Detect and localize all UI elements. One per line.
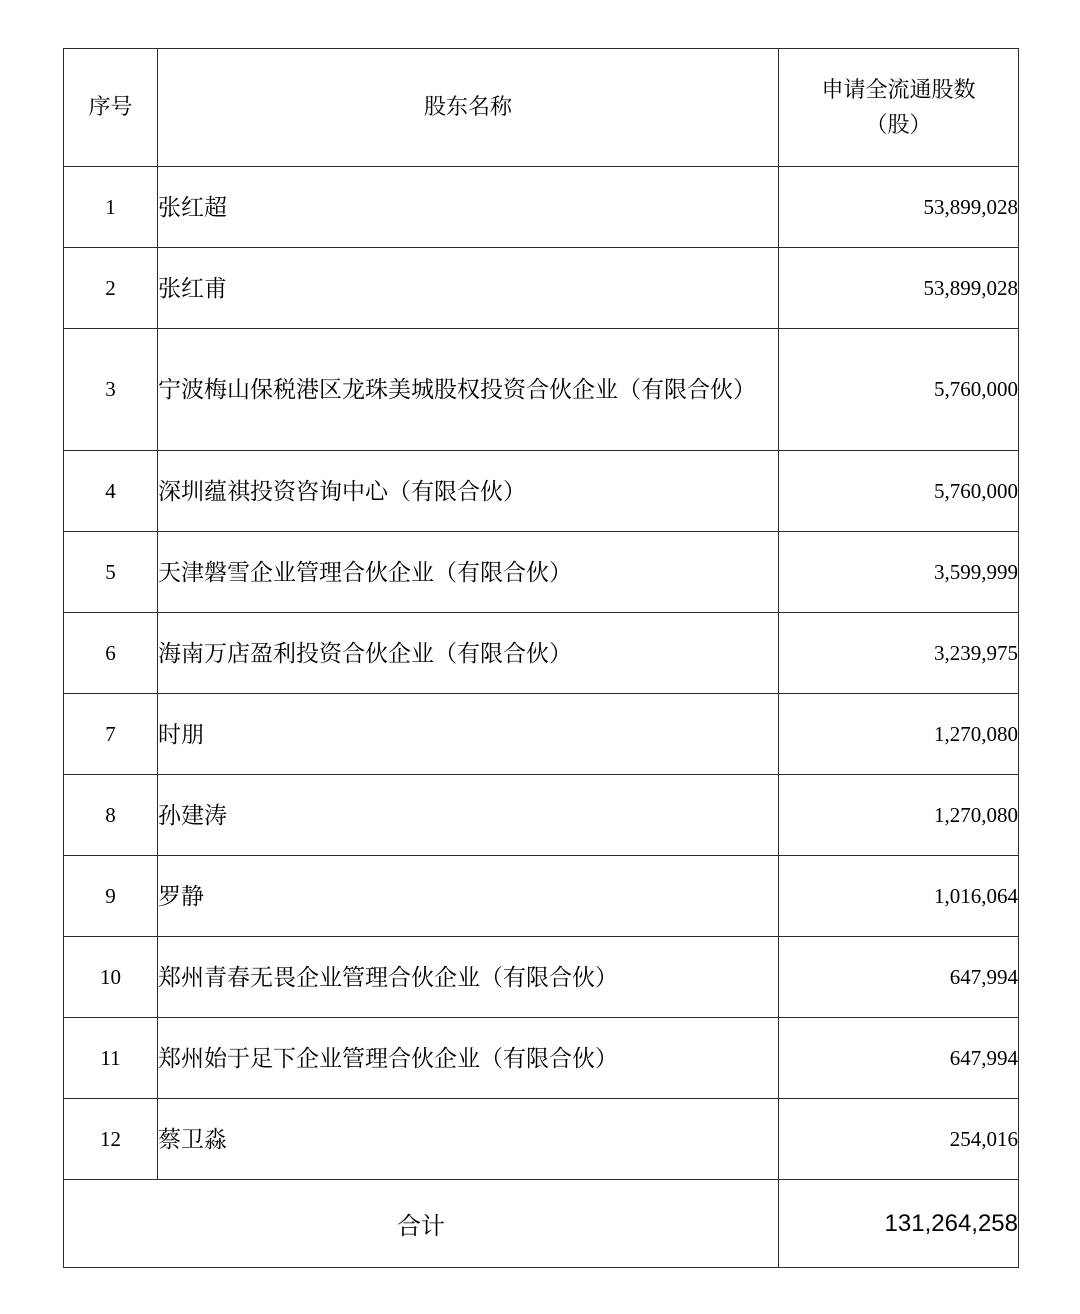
row-value: 53,899,028	[779, 248, 1019, 329]
row-value: 1,270,080	[779, 694, 1019, 775]
row-value: 53,899,028	[779, 167, 1019, 248]
row-name: 海南万店盈利投资合伙企业（有限合伙）	[158, 613, 779, 694]
row-index: 4	[64, 451, 158, 532]
header-index: 序号	[64, 49, 158, 167]
header-name: 股东名称	[158, 49, 779, 167]
row-index: 12	[64, 1099, 158, 1180]
row-name: 深圳蕴祺投资咨询中心（有限合伙）	[158, 451, 779, 532]
table-header	[64, 49, 1019, 167]
row-value: 3,599,999	[779, 532, 1019, 613]
row-index: 10	[64, 937, 158, 1018]
row-name: 张红超	[158, 167, 779, 248]
row-name: 张红甫	[158, 248, 779, 329]
table-row	[64, 937, 1019, 1018]
row-value: 254,016	[779, 1099, 1019, 1180]
header-value-line1: 申请全流通股数	[821, 77, 976, 103]
row-value: 647,994	[779, 937, 1019, 1018]
row-name: 时朋	[158, 694, 779, 775]
row-index: 11	[64, 1018, 158, 1099]
row-name: 郑州始于足下企业管理合伙企业（有限合伙）	[158, 1018, 779, 1099]
row-index: 3	[64, 329, 158, 451]
table-row	[64, 613, 1019, 694]
table-row	[64, 856, 1019, 937]
row-value: 5,760,000	[779, 329, 1019, 451]
table-row	[64, 451, 1019, 532]
shareholder-table	[63, 48, 1019, 1268]
total-value: 131,264,258	[779, 1180, 1019, 1268]
table-row	[64, 167, 1019, 248]
table-row	[64, 1099, 1019, 1180]
table-total-row	[64, 1180, 1019, 1268]
row-name: 天津磐雪企业管理合伙企业（有限合伙）	[158, 532, 779, 613]
row-index: 2	[64, 248, 158, 329]
row-index: 8	[64, 775, 158, 856]
shareholder-table-container	[63, 48, 1018, 1268]
row-name: 蔡卫淼	[158, 1099, 779, 1180]
table-row	[64, 694, 1019, 775]
table-header-row	[64, 49, 1019, 167]
table-row	[64, 532, 1019, 613]
row-name: 罗静	[158, 856, 779, 937]
table-row	[64, 329, 1019, 451]
row-name: 宁波梅山保税港区龙珠美城股权投资合伙企业（有限合伙）	[158, 329, 779, 451]
row-index: 5	[64, 532, 158, 613]
header-value	[779, 49, 1019, 167]
row-value: 1,016,064	[779, 856, 1019, 937]
table-body	[64, 167, 1019, 1268]
row-index: 7	[64, 694, 158, 775]
row-index: 1	[64, 167, 158, 248]
row-value: 3,239,975	[779, 613, 1019, 694]
table-row	[64, 248, 1019, 329]
table-row	[64, 1018, 1019, 1099]
table-row	[64, 775, 1019, 856]
row-index: 9	[64, 856, 158, 937]
total-label: 合计	[64, 1180, 779, 1268]
row-index: 6	[64, 613, 158, 694]
row-value: 1,270,080	[779, 775, 1019, 856]
header-value-line2: （股）	[865, 111, 932, 137]
row-value: 5,760,000	[779, 451, 1019, 532]
row-value: 647,994	[779, 1018, 1019, 1099]
row-name: 郑州青春无畏企业管理合伙企业（有限合伙）	[158, 937, 779, 1018]
row-name: 孙建涛	[158, 775, 779, 856]
